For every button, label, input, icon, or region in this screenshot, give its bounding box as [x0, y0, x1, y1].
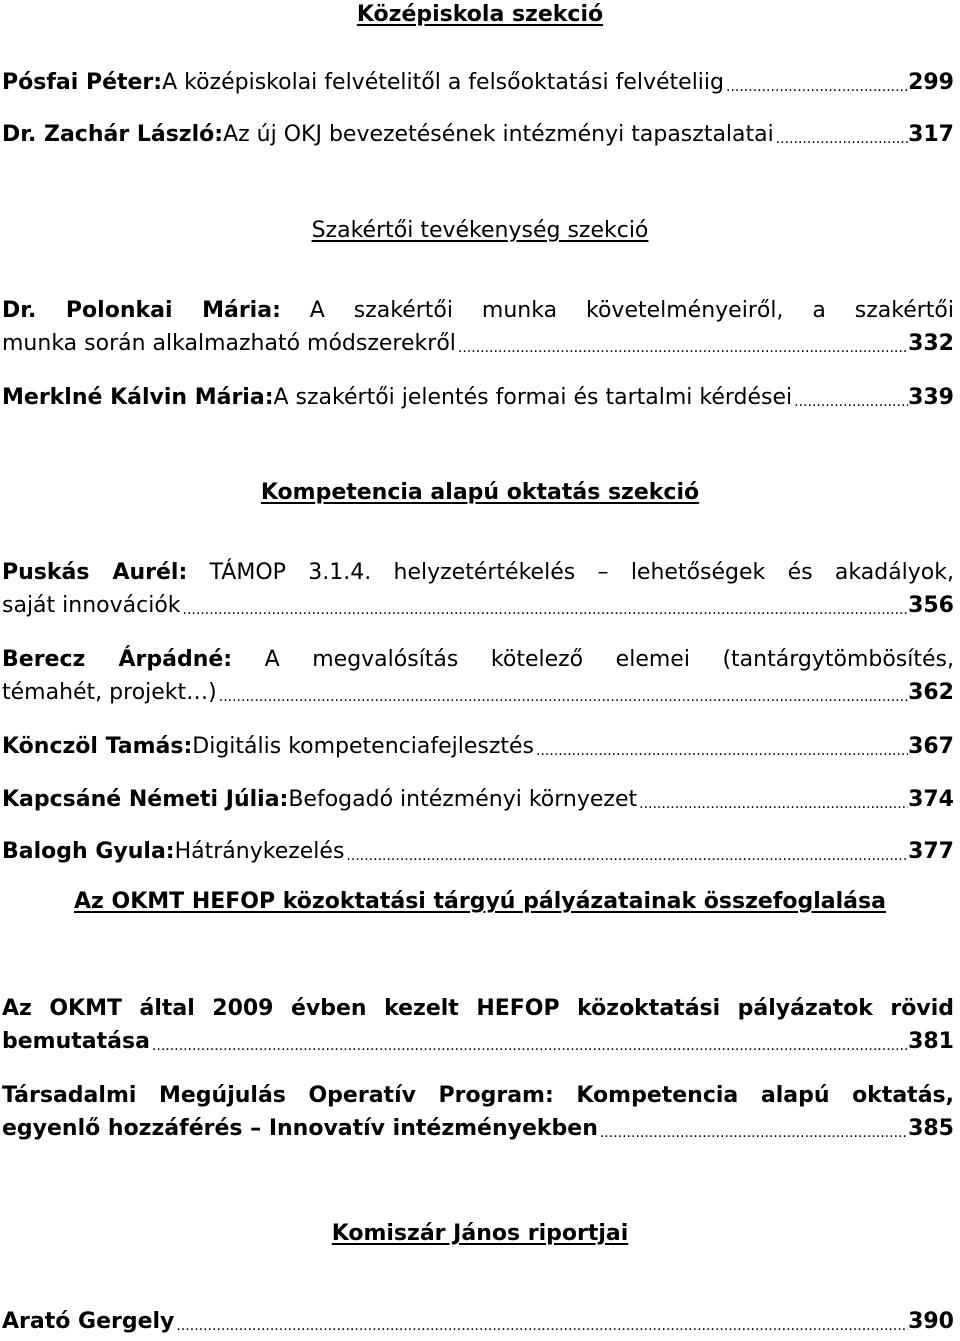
entry-page-number: 390	[908, 1309, 954, 1334]
toc-entry[interactable]	[2, 294, 954, 363]
toc-entry[interactable]	[2, 66, 954, 102]
section-heading-szakertoi: Szakértői tevékenység szekció	[311, 218, 649, 243]
entry-page-number: 339	[908, 385, 954, 410]
entry-title: Arató Gergely	[2, 1309, 175, 1334]
entry-title-line1: A megvalósítás kötelező elemei (tantárgytömbösítés,	[232, 647, 954, 672]
leader-dots	[637, 785, 908, 819]
section-heading-okmt: Az OKMT HEFOP közoktatási tárgyú pályázatainak összefoglalása	[74, 889, 886, 914]
leader-dots	[534, 732, 908, 766]
entry-page-number: 374	[908, 787, 954, 812]
entry-author: Pósfai Péter:	[2, 70, 163, 95]
toc-entry[interactable]	[2, 992, 954, 1061]
leader-dots	[181, 591, 909, 625]
entry-page-number: 356	[908, 593, 954, 618]
toc-entry[interactable]	[2, 556, 954, 625]
section-heading-komiszar: Komiszár János riportjai	[331, 1221, 629, 1246]
entry-author: Dr. Polonkai Mária:	[2, 298, 281, 323]
leader-dots	[456, 329, 908, 363]
leader-dots	[598, 1114, 908, 1148]
entry-author: Kapcsáné Németi Júlia:	[2, 787, 289, 812]
entry-author: Balogh Gyula:	[2, 839, 175, 864]
entry-title-line2: bemutatása	[2, 1029, 150, 1054]
entry-author: Berecz Árpádné:	[2, 647, 233, 672]
leader-dots	[792, 383, 908, 417]
entry-page-number: 385	[908, 1116, 954, 1141]
entry-title: Hátránykezelés	[174, 839, 345, 864]
toc-entry[interactable]	[2, 1079, 954, 1148]
toc-entry[interactable]	[2, 118, 954, 154]
section-heading-kozepiskola: Középiskola szekció	[356, 2, 604, 27]
entry-title-line2: saját innovációk	[2, 593, 181, 618]
toc-entry[interactable]	[2, 835, 954, 871]
entry-title: Digitális kompetenciafejlesztés	[192, 734, 535, 759]
entry-page-number: 332	[908, 331, 954, 356]
leader-dots	[724, 68, 908, 102]
entry-title-line1: Az OKMT által 2009 évben kezelt HEFOP közoktatási pályázatok rövid	[2, 996, 954, 1021]
entry-title: Az új OKJ bevezetésének intézményi tapasztalatai	[223, 122, 774, 147]
toc-entry[interactable]	[2, 1305, 954, 1341]
entry-title-line1: A szakértői munka követelményeiről, a szakértői	[280, 298, 954, 323]
entry-title: A középiskolai felvételitől a felsőoktatási felvételiig	[162, 70, 724, 95]
leader-dots	[150, 1027, 908, 1061]
entry-page-number: 299	[908, 70, 954, 95]
entry-page-number: 362	[908, 680, 954, 705]
entry-author: Merklné Kálvin Mária:	[2, 385, 274, 410]
entry-title-line2: egyenlő hozzáférés – Innovatív intézményekben	[2, 1116, 598, 1141]
entry-title-line1: Társadalmi Megújulás Operatív Program: Kompetencia alapú oktatás,	[2, 1083, 954, 1108]
toc-entry[interactable]	[2, 730, 954, 766]
entry-title-line2: munka során alkalmazható módszerekről	[2, 331, 456, 356]
entry-page-number: 377	[908, 839, 954, 864]
entry-page-number: 367	[908, 734, 954, 759]
entry-title: Befogadó intézményi környezet	[288, 787, 638, 812]
leader-dots	[217, 678, 908, 712]
entry-author: Puskás Aurél:	[2, 560, 188, 585]
entry-author: Könczöl Tamás:	[2, 734, 193, 759]
section-heading-kompetencia: Kompetencia alapú oktatás szekció	[260, 480, 700, 505]
entry-title: A szakértői jelentés formai és tartalmi kérdései	[273, 385, 793, 410]
entry-title-line1: TÁMOP 3.1.4. helyzetértékelés – lehetőségek és akadályok,	[187, 560, 954, 585]
leader-dots	[174, 1307, 908, 1341]
entry-author: Dr. Zachár László:	[2, 122, 224, 147]
toc-entry[interactable]	[2, 643, 954, 712]
leader-dots	[774, 120, 908, 154]
entry-title-line2: témahét, projekt…)	[2, 680, 217, 705]
entry-page-number: 381	[908, 1029, 954, 1054]
toc-entry[interactable]	[2, 381, 954, 417]
leader-dots	[344, 837, 908, 871]
toc-entry[interactable]	[2, 783, 954, 819]
entry-page-number: 317	[908, 122, 954, 147]
